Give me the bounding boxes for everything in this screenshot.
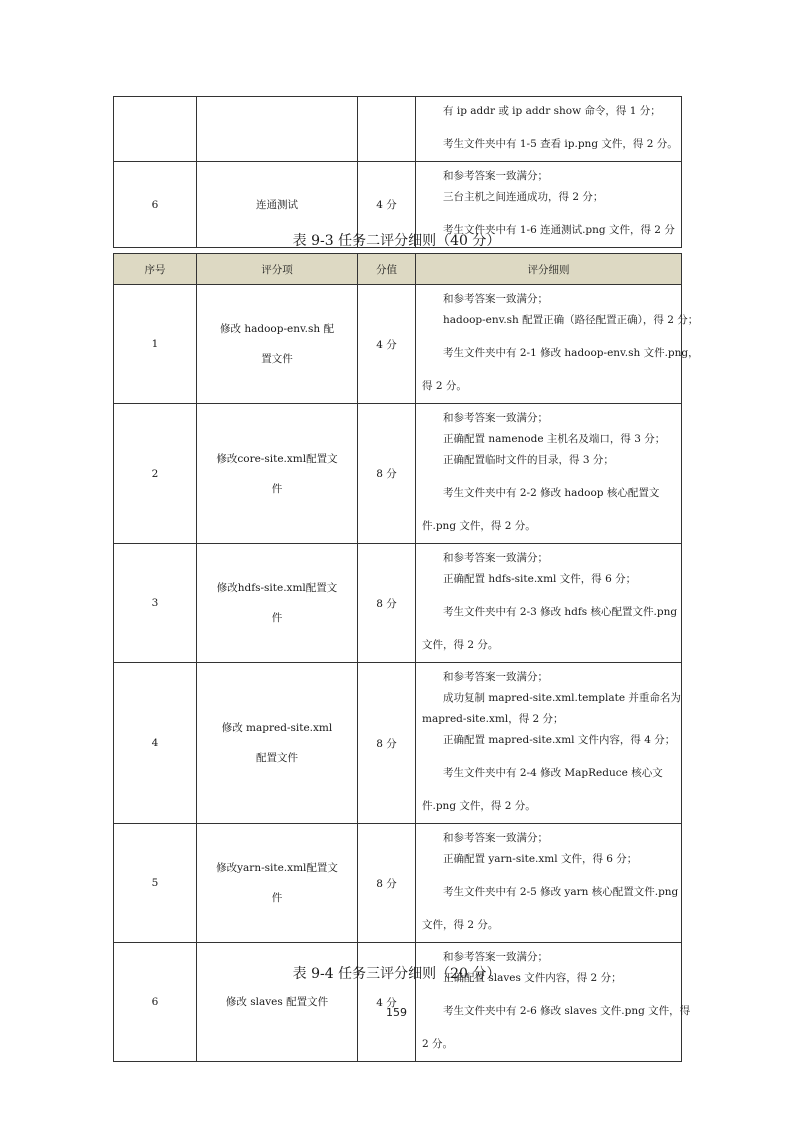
score-value: 4 分 xyxy=(358,943,416,1062)
detail-line: 和参考答案一致满分； xyxy=(443,951,548,963)
header-details: 评分细则 xyxy=(416,254,682,285)
row-number xyxy=(114,97,197,162)
score-value: 8 分 xyxy=(358,824,416,943)
score-value: 4 分 xyxy=(358,285,416,404)
line-gap xyxy=(422,870,675,882)
detail-line: 正确配置 mapred-site.xml 文件内容，得 4 分； xyxy=(443,734,676,746)
scoring-item: 修改core-site.xml配置文件 xyxy=(197,404,358,544)
continued-table-body xyxy=(114,97,682,248)
detail-line: 考生文件夹中有 1-6 连通测试.png 文件，得 2 分 xyxy=(443,224,675,236)
line-gap xyxy=(422,1022,675,1034)
table-row xyxy=(114,824,682,943)
detail-line: 正确配置 namenode 主机名及端口，得 3 分； xyxy=(443,433,666,445)
detail-line: 得 2 分。 xyxy=(422,380,467,392)
score-value: 4 分 xyxy=(358,162,416,248)
row-number: 6 xyxy=(114,162,197,248)
line-gap xyxy=(422,623,675,635)
scoring-details xyxy=(416,943,691,1062)
detail-line: 件.png 文件，得 2 分。 xyxy=(422,800,536,812)
scoring-item: 连通测试 xyxy=(197,162,358,248)
scoring-item: 修改yarn-site.xml配置文件 xyxy=(197,824,358,943)
detail-line: 考生文件夹中有 2-5 修改 yarn 核心配置文件.png xyxy=(443,886,679,898)
detail-line: 正确配置临时文件的目录，得 3 分； xyxy=(443,454,614,466)
task-two-scoring-table xyxy=(113,253,699,1062)
detail-line: 考生文件夹中有 2-4 修改 MapReduce 核心文 xyxy=(443,767,663,779)
line-gap xyxy=(422,471,675,483)
line-gap xyxy=(422,784,675,796)
detail-line: 成功复制 mapred-site.xml.template 并重命名为 xyxy=(443,692,681,704)
scoring-item: 修改 hadoop-env.sh 配置文件 xyxy=(197,285,358,404)
detail-line: 考生文件夹中有 1-5 查看 ip.png 文件，得 2 分。 xyxy=(443,138,678,150)
header-no: 序号 xyxy=(114,254,197,285)
line-gap xyxy=(422,504,675,516)
detail-line: 考生文件夹中有 2-2 修改 hadoop 核心配置文 xyxy=(443,487,660,499)
line-gap xyxy=(422,208,675,220)
scoring-details xyxy=(416,824,682,943)
page-number: 159 xyxy=(386,1006,407,1019)
line-gap xyxy=(422,122,675,134)
score-value xyxy=(358,97,416,162)
row-number: 5 xyxy=(114,824,197,943)
row-number: 6 xyxy=(114,943,197,1062)
scoring-item: 修改hdfs-site.xml配置文件 xyxy=(197,544,358,663)
table-row xyxy=(114,663,682,824)
detail-line: 考生文件夹中有 2-6 修改 slaves 文件.png 文件，得 xyxy=(443,1005,691,1017)
detail-line: 文件，得 2 分。 xyxy=(422,639,499,651)
scoring-details xyxy=(416,663,682,824)
table-caption-9-3: 表 9-3 任务二评分细则（40 分） xyxy=(292,233,501,249)
score-value: 8 分 xyxy=(358,544,416,663)
line-gap xyxy=(422,903,675,915)
detail-line: hadoop-env.sh 配置正确（路径配置正确），得 2 分； xyxy=(443,314,699,326)
header-row xyxy=(114,254,682,285)
table-caption-9-4: 表 9-4 任务三评分细则（20 分） xyxy=(292,966,501,982)
table-row xyxy=(114,544,682,663)
scoring-item: 修改 slaves 配置文件 xyxy=(197,943,358,1062)
scoring-details xyxy=(416,285,699,404)
detail-line: 文件，得 2 分。 xyxy=(422,919,499,931)
detail-line: 和参考答案一致满分； xyxy=(443,412,548,424)
header-item: 评分项 xyxy=(197,254,358,285)
detail-line: 考生文件夹中有 2-3 修改 hdfs 核心配置文件.png xyxy=(443,606,678,618)
scoring-details xyxy=(416,97,682,162)
row-number: 3 xyxy=(114,544,197,663)
line-gap xyxy=(422,590,675,602)
line-gap xyxy=(422,331,675,343)
detail-line: 考生文件夹中有 2-1 修改 hadoop-env.sh 文件.png， xyxy=(443,347,699,359)
line-gap xyxy=(422,364,675,376)
table-row xyxy=(114,404,682,544)
detail-line: 和参考答案一致满分； xyxy=(443,552,548,564)
row-number: 1 xyxy=(114,285,197,404)
detail-line: 有 ip addr 或 ip addr show 命令，得 1 分； xyxy=(443,105,661,117)
header-score: 分值 xyxy=(358,254,416,285)
score-value: 8 分 xyxy=(358,663,416,824)
detail-line: 正确配置 hdfs-site.xml 文件，得 6 分； xyxy=(443,573,637,585)
line-gap xyxy=(422,751,675,763)
detail-line: 和参考答案一致满分； xyxy=(443,170,548,182)
scoring-details xyxy=(416,404,682,544)
detail-line: 件.png 文件，得 2 分。 xyxy=(422,520,536,532)
row-number: 2 xyxy=(114,404,197,544)
scoring-details xyxy=(416,544,682,663)
row-number: 4 xyxy=(114,663,197,824)
detail-line: mapred-site.xml，得 2 分； xyxy=(422,713,564,725)
detail-line: 正确配置 slaves 文件内容，得 2 分； xyxy=(443,972,622,984)
detail-line: 2 分。 xyxy=(422,1038,454,1050)
table-row xyxy=(114,943,682,1062)
detail-line: 三台主机之间连通成功，得 2 分； xyxy=(443,191,604,203)
continued-scoring-table xyxy=(113,96,682,248)
detail-line: 正确配置 yarn-site.xml 文件，得 6 分； xyxy=(443,853,638,865)
detail-line: 和参考答案一致满分； xyxy=(443,832,548,844)
score-value: 8 分 xyxy=(358,404,416,544)
scoring-item: 修改 mapred-site.xml 配置文件 xyxy=(197,663,358,824)
line-gap xyxy=(422,989,675,1001)
detail-line: 和参考答案一致满分； xyxy=(443,671,548,683)
detail-line: 和参考答案一致满分； xyxy=(443,293,548,305)
table-row xyxy=(114,97,682,162)
table-row xyxy=(114,285,682,404)
task-two-table-body xyxy=(114,285,699,1062)
scoring-item xyxy=(197,97,358,162)
